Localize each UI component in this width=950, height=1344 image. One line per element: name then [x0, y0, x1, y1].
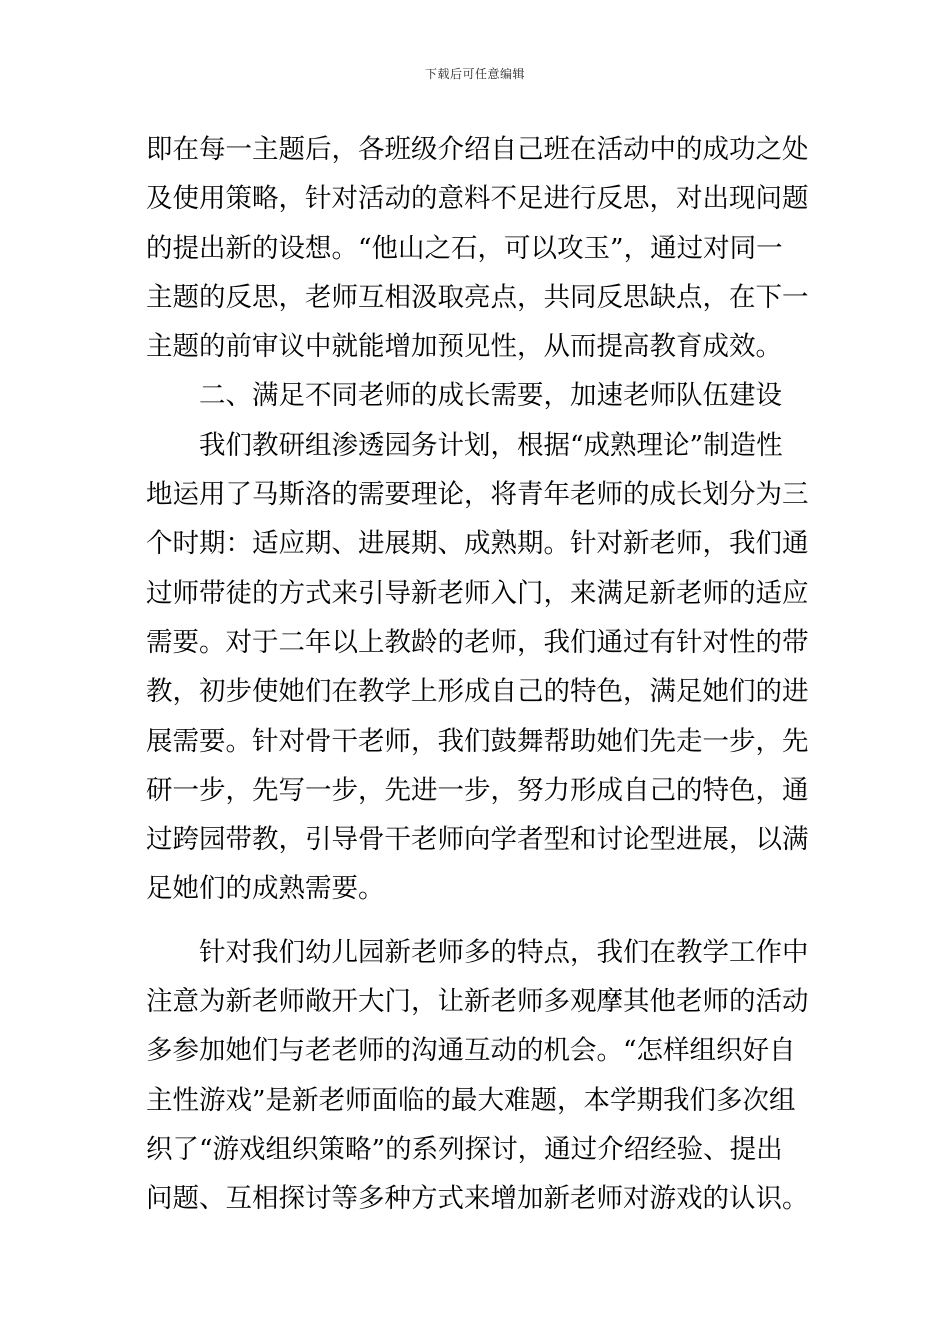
- page-header: 下载后可任意编辑: [424, 67, 525, 81]
- text-line: 注意为新老师敞开大门，让新老师多观摩其他老师的活动: [146, 986, 808, 1018]
- text-line: 我们教研组渗透园务计划，根据“成熟理论”制造性: [199, 429, 783, 461]
- text-line: 展需要。针对骨干老师，我们鼓舞帮助她们先走一步，先: [146, 725, 808, 757]
- text-line: 的提出新的设想。“他山之石，可以攻玉”，通过对同一: [146, 232, 783, 264]
- text-line: 多参加她们与老老师的沟通互动的机会。“怎样组织好自: [146, 1035, 796, 1067]
- paragraph-gap: [146, 914, 808, 928]
- text-line: 即在每一主题后，各班级介绍自己班在活动中的成功之处: [146, 134, 808, 165]
- text-line: 需要。对于二年以上教龄的老师，我们通过有针对性的带: [146, 626, 808, 658]
- text-line: 主题的反思，老师互相汲取亮点，共同反思缺点，在下一: [146, 281, 808, 313]
- text-line: 过师带徒的方式来引导新老师入门，来满足新老师的适应: [146, 577, 808, 609]
- text-line: 主题的前审议中就能增加预见性，从而提高教育成效。: [146, 331, 782, 363]
- text-line: 主性游戏”是新老师面临的最大难题，本学期我们多次组: [146, 1084, 796, 1116]
- text-line: 个时期：适应期、进展期、成熟期。针对新老师，我们通: [146, 528, 808, 560]
- text-line: 织了“游戏组织策略”的系列探讨，通过介绍经验、提出: [146, 1133, 783, 1165]
- text-line: 及使用策略，针对活动的意料不足进行反思，对出现问题: [146, 183, 808, 215]
- text-line: 针对我们幼儿园新老师多的特点，我们在教学工作中: [199, 936, 808, 968]
- text-line: 足她们的成熟需要。: [146, 873, 385, 905]
- section-heading: 二、满足不同老师的成长需要，加速老师队伍建设: [199, 380, 782, 412]
- text-line: 教，初步使她们在教学上形成自己的特色，满足她们的进: [146, 676, 808, 708]
- text-line: 过跨园带教，引导骨干老师向学者型和讨论型进展，以满: [146, 824, 808, 856]
- text-line: 研一步，先写一步，先进一步，努力形成自己的特色，通: [146, 774, 808, 806]
- text-line: 地运用了马斯洛的需要理论，将青年老师的成长划分为三: [146, 479, 808, 511]
- text-line: 问题、互相探讨等多种方式来增加新老师对游戏的认识。: [146, 1183, 808, 1215]
- document-body: [146, 125, 808, 1224]
